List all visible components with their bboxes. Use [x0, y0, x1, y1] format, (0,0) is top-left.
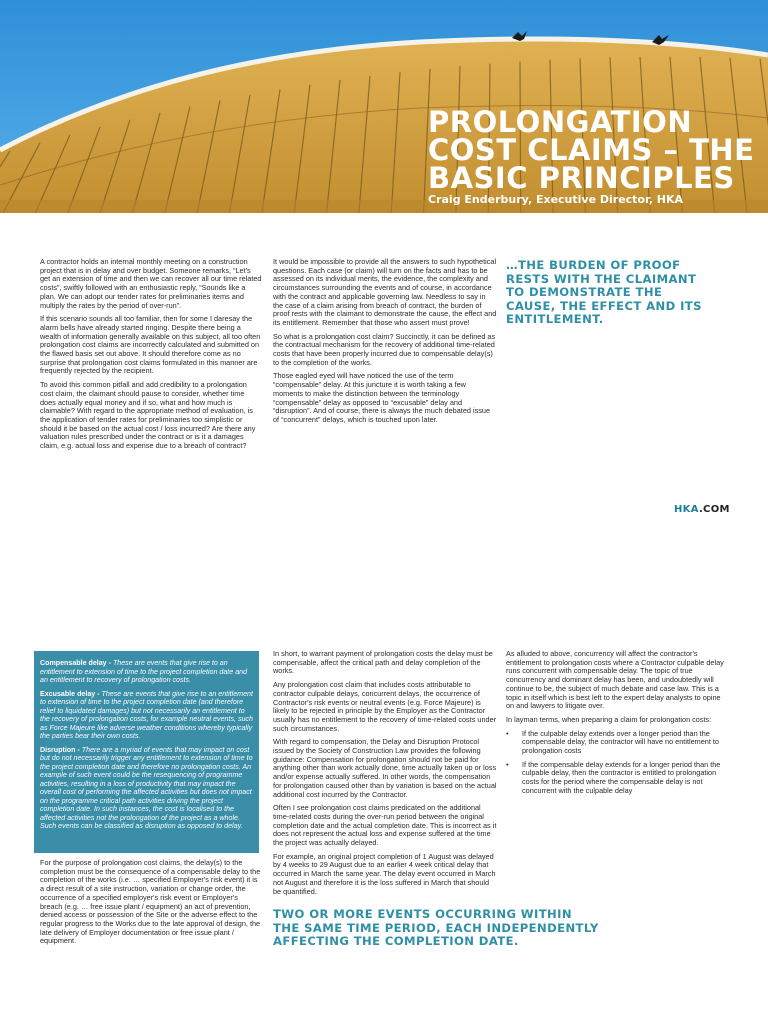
- paragraph: In layman terms, when preparing a claim for prolongation costs:: [506, 714, 712, 724]
- bullet-mark: •: [506, 759, 509, 769]
- paragraph: Any prolongation cost claim that includes costs attributable to contractor culpable delays, concurrent delays, the occurrence of Contractor's risk events or neutral events (e.g. Force Majeure) is likely to be rejected in principle by the Employer as the Contractor usually has no entitlement to the recovery of time-related costs under such circumstances.: [273, 680, 497, 733]
- definition-compensable: [40, 659, 253, 685]
- paragraph: So what is a prolongation cost claim? Succinctly, it can be defined as the contractual mechanism for the recovery of additional time-related costs that have been properly incurred due to compensable delay(s) to the completion of the works.: [273, 331, 496, 367]
- hero-photo: [0, 0, 768, 213]
- body-column-1-bottom: [40, 859, 262, 951]
- body-column-2: [273, 258, 497, 430]
- body-column-2-bottom: [273, 650, 497, 901]
- website-tld: .COM: [698, 504, 730, 515]
- paragraph: If this scenario sounds all too familiar, then for some I daresay the alarm bells have already started ringing. Despite there being a wealth of information generally available on this subject, all too often prolongation cost claims are incorrectly calculated and submitted on the flawed basis set out above. It should therefore come as no surprise that prolongation cost claims formulated in this manner are frequently rejected by the recipient.: [40, 314, 261, 376]
- definition-text: There are a myriad of events that may impact on cost but do not necessarily trigger any entitlement to extension of time to the project completion date and therefore no prolongation costs. An example of such event could be the resequencing of programme activities, resulting in a loss of productivity that may impact the overall cost of performing the affected activities but does not impact on the programme critical path activities driving the project completion date. In such instances, the cost is localised to the affected activities not the prolongation of the project as a whole. Such events can be classified as disruption as opposed to delay.: [40, 745, 253, 830]
- body-column-3-bottom: [506, 650, 728, 801]
- paragraph: Often I see prolongation cost claims predicated on the additional time-related costs during the over-run period between the original completion date and the actual completion date. This is incorrect as it does not represent the actual loss and expense suffered at the time the project was actually delayed.: [273, 803, 497, 848]
- list-item: [506, 730, 728, 756]
- body-column-1: [40, 258, 262, 456]
- paragraph: For the purpose of prolongation cost claims, the delay(s) to the completion must be the consequence of a compensable delay to the completion of the works (i.e. … specified Employer's risk event) it is a direct result of a site instruction, variation or change order, the occurrence of a specified employer's risk event or Employer's breach (e.g. … free issue plant / equipment) an act of prevention, denied access or possession of the Site or the adverse effect to the regular progress to the Works due to the late approval of design, the late delivery of Employer documentation or free issue plant / equipment.: [40, 858, 261, 946]
- paragraph: For example, an original project completion of 1 August was delayed by 4 weeks to 29 August due to an earlier 4 week critical delay that occurred in March the same year. The delay event occurred in March not August and therefore it is the loss suffered in March that should be quantified.: [273, 851, 496, 896]
- definition-term: Excusable delay -: [40, 689, 100, 698]
- list-item-text: If the compensable delay extends for a longer period than the culpable delay, then the contractor is entitled to prolongation costs for the period where the compensable delay is not concurrent with the culpable delay: [522, 759, 721, 795]
- pull-quote: …THE BURDEN OF PROOF RESTS WITH THE CLAIMANT TO DEMONSTRATE THE CAUSE, THE EFFECT AND ITS ENTITLEMENT.: [506, 258, 702, 326]
- bullet-mark: •: [506, 728, 509, 738]
- definition-text: These are events that give rise to an entitlement to extension of time to the project completion date (and therefore relief to liquidated damages) but not necessarily an entitlement to the recovery of prolongation costs, for example neutral events, such as Force Majeure like adverse weather conditions whereby typically the parties bear their own costs.: [40, 689, 253, 740]
- article-author: Craig Enderbury, Executive Director, HKA: [428, 193, 684, 206]
- paragraph: Those eagled eyed will have noticed the use of the term “compensable” delay. At this juncture it is worth taking a few moments to make the distinction between the terminology “compensable” delay as opposed to “excusable” delay and “disruption”. And of course, there is always the much debated issue of “concurrent” delays, which is touched upon later.: [273, 371, 490, 424]
- definition-excusable: [40, 690, 253, 741]
- pull-quote: TWO OR MORE EVENTS OCCURRING WITHIN THE SAME TIME PERIOD, EACH INDEPENDENTLY AFFECTING THE COMPLETION DATE.: [273, 907, 599, 948]
- list-item-text: If the culpable delay extends over a longer period than the compensable delay, the contractor will have no entitlement to prolongation costs: [522, 728, 719, 756]
- list-item: [506, 761, 728, 796]
- definition-text: These are events that give rise to an entitlement to extension of time to the project completion date and an entitlement to recovery of prolongation costs.: [40, 659, 248, 684]
- paragraph: To avoid this common pitfall and add credibility to a prolongation cost claim, the claimant should pause to consider, whether time does actually equal money and if so, what and how much is claimable? With regard to the appropriate method of evaluation, is the application of tender rates for preliminaries too simplistic or should it be based on the actual cost / loss incurred? Are there any valuation rules prescribed under the contract or is it a damages claim, e.g. actual loss and expense due to a breach of contract?: [40, 380, 256, 451]
- paragraph: A contractor holds an internal monthly meeting on a construction project that is in delay and over budget. Someone remarks, “Let's get an extension of time and then we can recover all our time related costs”, swiftly followed with an enthusiastic reply, “Sounds like a plan. We can adopt our tender rates for preliminaries items and multiply the rates by the period of over-run”.: [40, 257, 262, 310]
- bullet-list: [506, 730, 728, 796]
- article-title: PROLONGATION COST CLAIMS – THE BASIC PRINCIPLES: [428, 105, 755, 195]
- website-name: HKA: [674, 504, 699, 515]
- paragraph: With regard to compensation, the Delay and Disruption Protocol issued by the Society of Construction Law provides the following guidance: Compensation for prolongation should not be paid for anything other than work actually done, time actually taken up or loss and/or expense actually suffered. In other words, the compensation for prolongation caused other than by variation is based on the actual additional cost incurred by the Contractor.: [273, 737, 497, 799]
- website-link[interactable]: [674, 504, 730, 515]
- paragraph: It would be impossible to provide all the answers to such hypothetical questions. Each case (or claim) will turn on the facts and has to be assessed on its individual merits, the evidence, the complexity and circumstances surrounding the events and of course, in accordance with the contract and applicable governing law. Needless to say in the case of a claim arising from breach of contract, the burden of proof rests with the claimant to demonstrate the cause, the effect and its entitlement. Remember that those who assert must prove!: [273, 257, 497, 327]
- definition-term: Compensable delay -: [40, 659, 111, 667]
- paragraph: As alluded to above, concurrency will affect the contractor's entitlement to prolongation costs where a Contractor culpable delay runs concurrent with compensable delay. The topic of true concurrency and dominant delay has been, and undoubtedly will continue to be, the subject of much debate and case law. This is a topic in itself which is best left to the expert delay analysts to opine on and lawyers to litigate over.: [506, 649, 724, 711]
- paragraph: In short, to warrant payment of prolongation costs the delay must be compensable, affect the critical path and delay completion of the works.: [273, 649, 493, 676]
- definition-term: Disruption -: [40, 745, 80, 754]
- definitions-box: [34, 651, 259, 853]
- definition-disruption: [40, 746, 253, 831]
